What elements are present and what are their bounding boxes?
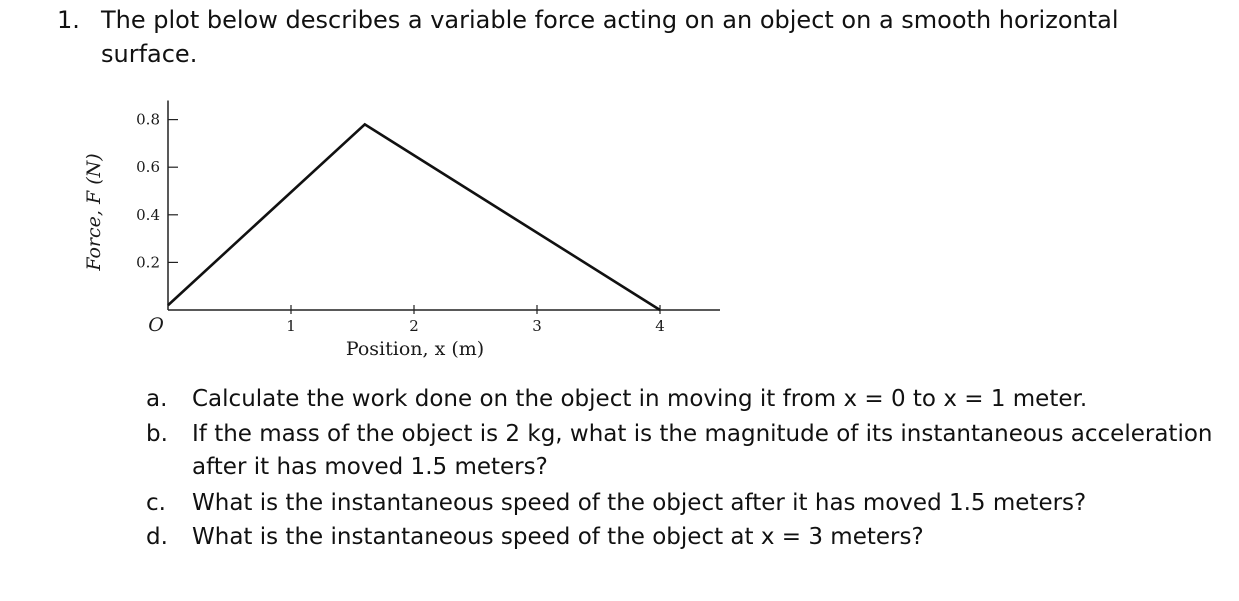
subquestion-text: Calculate the work done on the object in moving it from x = 0 to x = 1 meter. (192, 386, 1088, 412)
y-tick-label: 0.4 (136, 205, 160, 224)
subquestion-letter: c. (146, 490, 166, 516)
x-axis-label: Position, x (m) (345, 338, 485, 360)
question-text: The plot below describes a variable force acting on an object on a smooth horizontal surface. (101, 6, 1119, 68)
subquestion-text: What is the instantaneous speed of the object after it has moved 1.5 meters? (192, 490, 1087, 516)
y-tick-label: 0.8 (136, 110, 160, 129)
chart-ticks (136, 111, 665, 336)
subquestion-text: If the mass of the object is 2 kg, what is the magnitude of its instantaneous acceleration after it has moved 1.5 meters? (192, 421, 1213, 480)
subquestion-letter: d. (146, 524, 168, 550)
subquestion-text: What is the instantaneous speed of the object at x = 3 meters? (192, 524, 924, 550)
x-tick-label: 4 (655, 317, 665, 335)
question-number: 1. (57, 6, 80, 34)
subquestion-letter: b. (146, 421, 168, 447)
force-curve-line (168, 124, 660, 310)
subquestion-letter: a. (146, 386, 168, 412)
x-tick-label: O (148, 314, 164, 336)
chart-axes (168, 101, 720, 310)
x-tick-label: 3 (532, 317, 542, 335)
force-position-graph (70, 80, 720, 370)
x-tick-label: 1 (286, 317, 296, 335)
chart-svg (70, 80, 720, 370)
y-tick-label: 0.6 (136, 158, 160, 177)
x-tick-label: 2 (409, 317, 419, 335)
y-axis-label: Force, F (N) (83, 153, 105, 271)
y-tick-label: 0.2 (136, 253, 160, 272)
chart-series (168, 124, 660, 310)
